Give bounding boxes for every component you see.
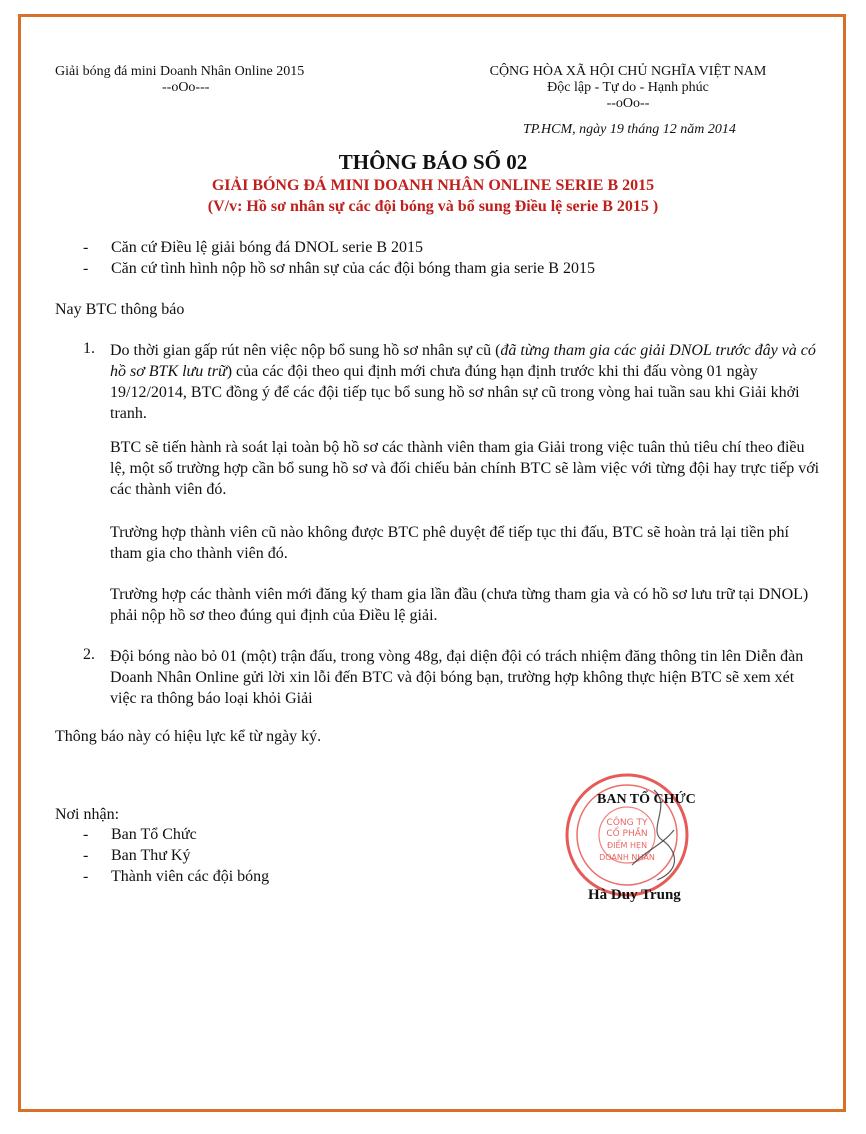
- basis-item: - Căn cứ Điều lệ giải bóng đá DNOL serie B 2015: [83, 237, 803, 258]
- signature-title: BAN TỔ CHỨC: [597, 792, 696, 807]
- organizer-separator: --oOo---: [162, 80, 210, 95]
- item1-italic-text: đã từng tham gia các giải DNOL trước đây và có hồ sơ BTK lưu trữ: [110, 342, 816, 380]
- company-seal-stamp: [562, 770, 692, 900]
- item1-paragraph4: Trường hợp các thành viên mới đăng ký tham gia lần đầu (chưa từng tham gia và có hồ sơ lưu trữ tại DNOL) phải nộp hồ sơ theo đúng qui định của Điều lệ giải.: [110, 586, 809, 624]
- effective-statement: Thông báo này có hiệu lực kể từ ngày ký.: [55, 728, 322, 745]
- recipients-list: [83, 824, 383, 887]
- basis-list: [83, 237, 803, 279]
- item-number: 1.: [83, 340, 95, 357]
- recipient-item: - Thành viên các đội bóng: [83, 866, 383, 887]
- intro-text: Nay BTC thông báo: [55, 301, 185, 318]
- country-name: CỘNG HÒA XÃ HỘI CHỦ NGHĨA VIỆT NAM: [489, 64, 767, 79]
- item2-paragraph1: Đội bóng nào bỏ 01 (một) trận đấu, trong vòng 48g, đại diện đội có trách nhiệm đăng thông tin lên Diễn đàn Doanh Nhân Online gửi lời xin lỗi đến BTC và đội bóng bạn, trường hợp không thực hiện BTC sẽ xem xét việc ra thông báo loại khỏi Giải: [110, 648, 804, 707]
- basis-item: - Căn cứ tình hình nộp hồ sơ nhân sự của các đội bóng tham gia serie B 2015: [83, 258, 803, 279]
- item1-paragraph1: [110, 340, 824, 424]
- date-line: TP.HCM, ngày 19 tháng 12 năm 2014: [523, 122, 736, 137]
- tournament-title: GIẢI BÓNG ĐÁ MINI DOANH NHÂN ONLINE SERIE B 2015: [211, 177, 655, 194]
- svg-text:CỔ PHẦN: CỔ PHẦN: [606, 829, 648, 839]
- svg-text:DOANH NHÂN: DOANH NHÂN: [599, 853, 655, 862]
- svg-text:ĐIỂM HẸN: ĐIỂM HẸN: [606, 841, 648, 850]
- svg-text:CÔNG TY: CÔNG TY: [606, 818, 648, 828]
- recipients-label: Nơi nhận:: [55, 806, 120, 823]
- organizer-name: Giải bóng đá mini Doanh Nhân Online 2015: [55, 64, 305, 79]
- signatory-name: Hà Duy Trung: [588, 887, 681, 903]
- subject-line: (V/v: Hồ sơ nhân sự các đội bóng và bổ sung Điều lệ serie B 2015 ): [207, 198, 659, 215]
- recipient-item: - Ban Thư Ký: [83, 845, 383, 866]
- national-motto: Độc lập - Tự do - Hạnh phúc: [547, 80, 709, 95]
- item1-text-before: Do thời gian gấp rút nên việc nộp bổ sung hồ sơ nhân sự cũ (: [110, 342, 501, 359]
- item-number: 2.: [83, 646, 95, 663]
- motto-separator: --oOo--: [606, 96, 650, 111]
- item1-paragraph2: BTC sẽ tiến hành rà soát lại toàn bộ hồ sơ các thành viên tham gia Giải trong việc tuân thủ tiêu chí theo điều lệ, một số trường hợp cần bổ sung hồ sơ và đối chiếu bản chính BTC sẽ làm việc với từng đội hay trực tiếp với các thành viên đó.: [110, 439, 820, 498]
- recipient-item: - Ban Tổ Chức: [83, 824, 383, 845]
- document-title: THÔNG BÁO SỐ 02: [338, 150, 528, 174]
- item1-text-after: ) của các đội theo qui định mới chưa đúng hạn định trước khi thi đấu vòng 01 ngày 19/12/2014, BTC đồng ý để các đội tiếp tục bổ sung hồ sơ nhân sự cũ trong vòng hai tuần sau khi Giải khởi tranh.: [110, 363, 800, 422]
- item1-paragraph3: Trường hợp thành viên cũ nào không được BTC phê duyệt để tiếp tục thi đấu, BTC sẽ hoàn trả lại tiền phí tham gia cho thành viên đó.: [110, 524, 789, 562]
